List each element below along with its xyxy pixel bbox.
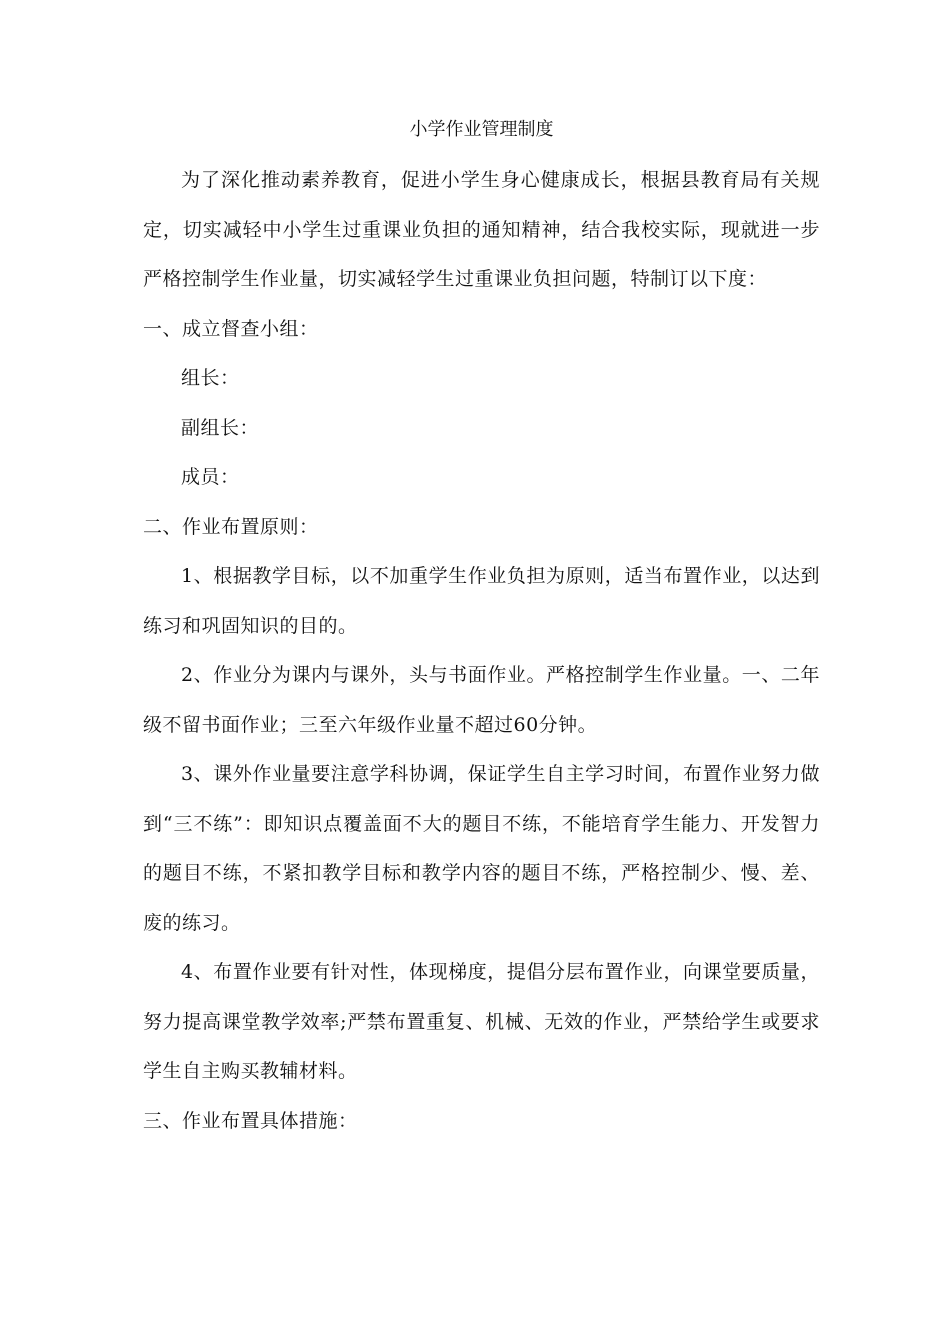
document-title: 小学作业管理制度: [409, 119, 554, 140]
group-leader-label: 组长：: [181, 367, 240, 389]
principle-item-4: 4、布置作业要有针对性，体现梯度，提倡分层布置作业，向课堂要质量，努力提高课堂教学效率;严禁布置重复、机械、无效的作业，严禁给学生或要求学生自主购买教辅材料。: [143, 961, 820, 1082]
members-label: 成员：: [181, 466, 240, 488]
document-content: [143, 112, 820, 1146]
principle-item-1: 1、根据教学目标，以不加重学生作业负担为原则，适当布置作业，以达到练习和巩固知识的目的。: [143, 565, 820, 637]
principle-item-2: 2、作业分为课内与课外，头与书面作业。严格控制学生作业量。一、二年级不留书面作业；三至六年级作业量不超过60分钟。: [143, 664, 820, 736]
principle-item-3: 3、课外作业量要注意学科协调，保证学生自主学习时间，布置作业努力做到“三不练”：即知识点覆盖面不大的题目不练，不能培育学生能力、开发智力的题目不练，不紧扣教学目标和教学内容的题目不练，严格控制少、慢、差、废的练习。: [143, 763, 820, 934]
section-heading-supervision-group: 一、成立督查小组：: [143, 317, 319, 340]
section-heading-measures: 三、作业布置具体措施：: [143, 1109, 358, 1132]
intro-paragraph: 为了深化推动素养教育，促进小学生身心健康成长，根据县教育局有关规定，切实减轻中小学生过重课业负担的通知精神，结合我校实际，现就进一步严格控制学生作业量，切实减轻学生过重课业负担问题，特制订以下度：: [143, 169, 820, 290]
deputy-leader-label: 副组长：: [181, 416, 260, 439]
section-heading-principles: 二、作业布置原则：: [143, 515, 319, 538]
